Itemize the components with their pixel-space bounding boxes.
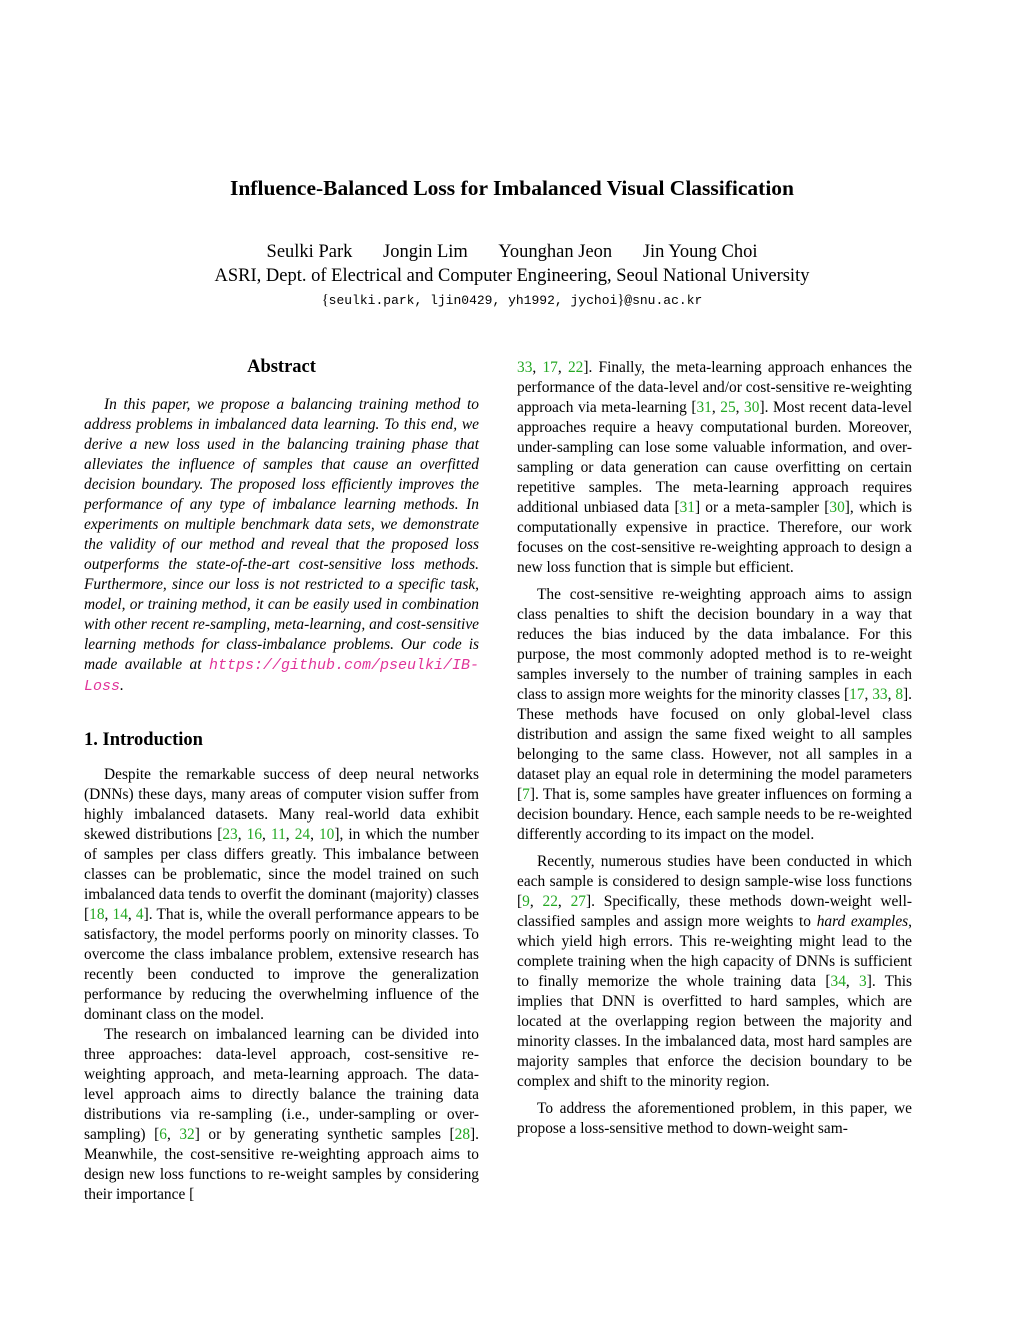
citation[interactable]: 7 (522, 786, 530, 803)
text-run: ]. That is, while the overall performance appears to be satisfactory, the model performs poorly on minority classes. To overcome the class imbalance problem, extensive research has recently been conducted to improve the generalization performance by reducing the overwhelming influence of the dominant class on the model. (84, 906, 479, 1023)
text-run: , (237, 826, 247, 843)
text-run: ]. This implies that DNN is overfitted to hard samples, which are located at the overlapping region between the majority and minority classes. In the imbalanced data, most hard samples are majority samples that enforce the decision boundary to be complex and shift to the minority region. (517, 973, 913, 1090)
paper-title: Influence-Balanced Loss for Imbalanced Visual Classification (229, 176, 795, 200)
text-run: , (557, 359, 568, 376)
text-run: , (887, 686, 896, 703)
citation[interactable]: 4 (135, 906, 144, 923)
citation[interactable]: 27 (570, 893, 586, 910)
emphasis-hard-examples: hard examples (816, 913, 909, 930)
text-run: , (735, 399, 745, 416)
citation[interactable]: 25 (720, 399, 736, 416)
text-run: Despite the remarkable success of deep neural networks (DNNs) these days, many areas of computer vision suffer from highly imbalanced datasets. Many real-world data exhibit skewed distributions [ (84, 766, 479, 843)
text-run: , (166, 1126, 180, 1143)
text-run: ], which is computationally expensive in practice. Therefore, our work focuses on the cost-sensitive re-weighting approach to design a new loss function that is simple but efficient. (517, 499, 913, 576)
citation[interactable]: 30 (829, 499, 845, 516)
abstract-heading: Abstract (247, 357, 316, 377)
email-domain: @snu.ac.kr (624, 293, 703, 308)
text-run: ]. Specifically, these methods down-weight well-classified samples and assign more weights to (517, 893, 912, 930)
text-run: , (864, 686, 873, 703)
abstract-body: In this paper, we propose a balancing training method to address problems in imbalanced data learning. To this end, we derive a new loss used in the balancing training phase that alleviates the influence of samples that cause an overfitted decision boundary. The proposed loss efficiently improves the performance of any type of imbalance learning methods. In experiments on multiple benchmark data sets, we demonstrate the validity of our method and reveal that the proposed loss outperforms the state-of-the-art cost-sensitive loss methods. Furthermore, since our loss is not restricted to a specific task, model, or training method, it can be easily used in combination with other recent re-sampling, meta-learning, and cost-sensitive learning methods for class-imbalance problems. Our code is made available at (84, 396, 479, 673)
citation[interactable]: 9 (522, 893, 530, 910)
text-run: , (711, 399, 721, 416)
citation[interactable]: 28 (454, 1126, 471, 1143)
text-run: ]. Meanwhile, the cost-sensitive re-weighting approach aims to design new loss functions to re-weight samples by considering their importance [ (84, 1126, 479, 1203)
text-run: , (310, 826, 319, 843)
citation[interactable]: 17 (542, 359, 558, 376)
citation[interactable]: 33 (872, 686, 888, 703)
author-name: Jin Young Choi (642, 242, 758, 262)
author-name: Younghan Jeon (498, 242, 613, 262)
text-run: , which yield high errors. This re-weighting might lead to the complete training when the high capacity of DNNs is sufficient to finally memorize the whole training data [ (517, 913, 913, 990)
text-run: , (262, 826, 271, 843)
citation[interactable]: 22 (567, 359, 584, 376)
intro-paragraph-2 (84, 1025, 479, 1205)
author-name: Jongin Lim (383, 242, 468, 262)
text-run: The research on imbalanced learning can be divided into three approaches: data-level approach, cost-sensitive re-weighting approach, and meta-learning approach. The data-level approach aims to directly balance the training data distributions via re-sampling (i.e., under-sampling or over-sampling) [ (84, 1026, 479, 1143)
citation[interactable]: 14 (112, 906, 128, 923)
intro-paragraph-5: To address the aforementioned problem, in this paper, we propose a loss-sensitive method to down-weight sam- (517, 1100, 912, 1137)
left-column (84, 354, 479, 1205)
citation[interactable]: 33 (517, 359, 533, 376)
citation[interactable]: 23 (222, 826, 238, 843)
author-name: Seulki Park (266, 242, 353, 262)
email-ids: seulki.park, ljin0429, yh1992, jychoi (328, 293, 618, 308)
author-list (0, 239, 1024, 265)
citation[interactable]: 31 (679, 499, 695, 516)
text-run: ] or by generating synthetic samples [ (194, 1126, 455, 1143)
email-brace-open: { (321, 292, 329, 308)
email-brace-close: } (617, 292, 625, 308)
text-run: ] or a meta-sampler [ (694, 499, 830, 516)
citation[interactable]: 31 (696, 399, 712, 416)
citation[interactable]: 17 (849, 686, 865, 703)
text-run: ]. That is, some samples have greater influences on forming a decision boundary. Hence, each sample needs to be re-weighted differently according to its impact on the model. (517, 786, 912, 843)
citation[interactable]: 18 (89, 906, 105, 923)
text-run: ]. Most recent data-level approaches require a heavy computational burden. Moreover, under-sampling can lose some valuable information, and over-sampling or data generation can cause overfitting on certain repetitive samples. The meta-learning approach requires additional unbiased data [ (517, 399, 912, 516)
section-heading-introduction: 1. Introduction (84, 730, 203, 750)
citation[interactable]: 11 (270, 826, 286, 843)
intro-paragraph-4 (517, 852, 912, 1092)
citation[interactable]: 6 (159, 1126, 167, 1143)
text-run: The cost-sensitive re-weighting approach aims to assign class penalties to shift the decision boundary in a way that reduces the bias induced by the data imbalance. For this purpose, the most commonly adopted method is to re-weight samples inversely to the number of training samples in each class to assign more weights for the minority classes [ (517, 586, 912, 703)
intro-paragraph-2-continued (517, 358, 912, 578)
citation[interactable]: 16 (246, 826, 263, 843)
text-run: , (845, 973, 859, 990)
text-run: , (127, 906, 136, 923)
text-run: , (529, 893, 543, 910)
text-run: , (285, 826, 295, 843)
intro-paragraph-3 (517, 585, 912, 845)
citation[interactable]: 22 (542, 893, 558, 910)
citation[interactable]: 10 (318, 826, 335, 843)
intro-paragraph-1 (84, 765, 479, 1025)
citation[interactable]: 30 (744, 399, 760, 416)
text-run: Recently, numerous studies have been conducted in which each sample is considered to design sample-wise loss functions [ (517, 853, 912, 910)
abstract-end: . (120, 677, 124, 694)
citation[interactable]: 8 (895, 686, 904, 703)
citation[interactable]: 24 (294, 826, 311, 843)
text-run: ], in which the number of samples per class differs greatly. This imbalance between classes can be problematic, since the model trained on such imbalanced data tends to overfit the dominant (majority) classes [ (84, 826, 479, 923)
text-run: , (104, 906, 113, 923)
affiliation: ASRI, Dept. of Electrical and Computer Engineering, Seoul National University (214, 266, 810, 286)
text-run: , (532, 359, 543, 376)
text-run: ]. These methods have focused on only global-level class distribution and assign the same fixed weight to all samples belonging to the same class. However, not all samples in a dataset play an equal role in determining the model parameters [ (517, 686, 912, 803)
code-link[interactable]: https://github.com/pseulki/IB-Loss (84, 657, 479, 695)
citation[interactable]: 3 (859, 973, 867, 990)
right-column (517, 358, 912, 1139)
citation[interactable]: 34 (830, 973, 846, 990)
abstract-text (84, 395, 479, 697)
text-run: ]. Finally, the meta-learning approach enhances the performance of the data-level and/or cost-sensitive re-weighting approach via meta-learning [ (517, 359, 912, 416)
text-run: , (557, 893, 571, 910)
author-emails (0, 289, 1024, 312)
citation[interactable]: 32 (179, 1126, 195, 1143)
